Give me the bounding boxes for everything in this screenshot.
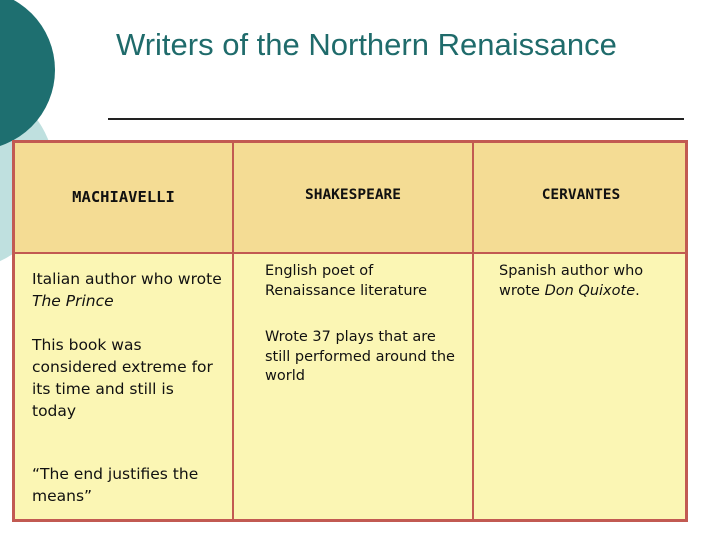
shakespeare-entry-1 bbox=[265, 262, 455, 301]
header-divider bbox=[15, 252, 685, 254]
entry-text: “The end justifies the means” bbox=[32, 465, 199, 505]
header-machiavelli: MACHIAVELLI bbox=[72, 188, 175, 206]
entry-text: Italian author who wrote bbox=[32, 270, 222, 288]
header-shakespeare: SHAKESPEARE bbox=[304, 187, 402, 203]
cervantes-entry-1 bbox=[499, 262, 684, 301]
machiavelli-entry-1 bbox=[32, 268, 222, 312]
entry-text: Spanish author who wrote bbox=[499, 263, 644, 299]
header-cervantes: CERVANTES bbox=[541, 187, 621, 203]
writers-table bbox=[12, 140, 688, 522]
entry-text: . bbox=[635, 282, 640, 299]
shakespeare-entry-2 bbox=[265, 328, 455, 387]
slide-title: Writers of the Northern Renaissance bbox=[116, 27, 617, 62]
entry-text: English poet of Renaissance literature bbox=[265, 263, 428, 299]
book-title: The Prince bbox=[32, 292, 114, 310]
title-underline bbox=[108, 118, 684, 120]
entry-text: This book was considered extreme for its time and still is today bbox=[32, 336, 213, 420]
book-title: Don Quixote bbox=[544, 282, 636, 299]
entry-text: Wrote 37 plays that are still performed around the world bbox=[265, 329, 455, 384]
machiavelli-entry-3 bbox=[32, 463, 222, 507]
machiavelli-entry-2 bbox=[32, 334, 222, 422]
